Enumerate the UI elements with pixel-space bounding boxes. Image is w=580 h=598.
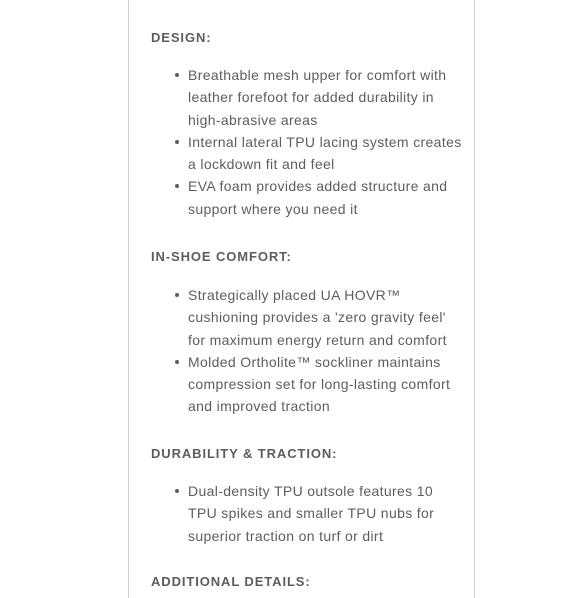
list-item: Dual-density TPU outsole features 10 TPU spikes and smaller TPU nubs for superior traction on turf or dirt — [188, 480, 463, 547]
list-item: Strategically placed UA HOVR™ cushioning provides a 'zero gravity feel' for maximum energy return and comfort — [188, 284, 463, 351]
section-heading-design: DESIGN: — [151, 30, 212, 45]
in-shoe-comfort-bullet-list — [188, 284, 463, 418]
list-item: EVA foam provides added structure and support where you need it — [188, 175, 463, 220]
durability-traction-bullet-list — [188, 480, 463, 547]
section-heading-in-shoe-comfort: IN-SHOE COMFORT: — [151, 249, 292, 264]
list-item: Molded Ortholite™ sockliner maintains compression set for long-lasting comfort and improved traction — [188, 351, 463, 418]
section-heading-durability-traction: DURABILITY & TRACTION: — [151, 446, 338, 461]
list-item: Internal lateral TPU lacing system creates a lockdown fit and feel — [188, 131, 463, 176]
list-item: Breathable mesh upper for comfort with leather forefoot for added durability in high-abrasive areas — [188, 64, 463, 131]
design-bullet-list — [188, 64, 463, 220]
section-heading-additional-details: ADDITIONAL DETAILS: — [151, 574, 311, 589]
